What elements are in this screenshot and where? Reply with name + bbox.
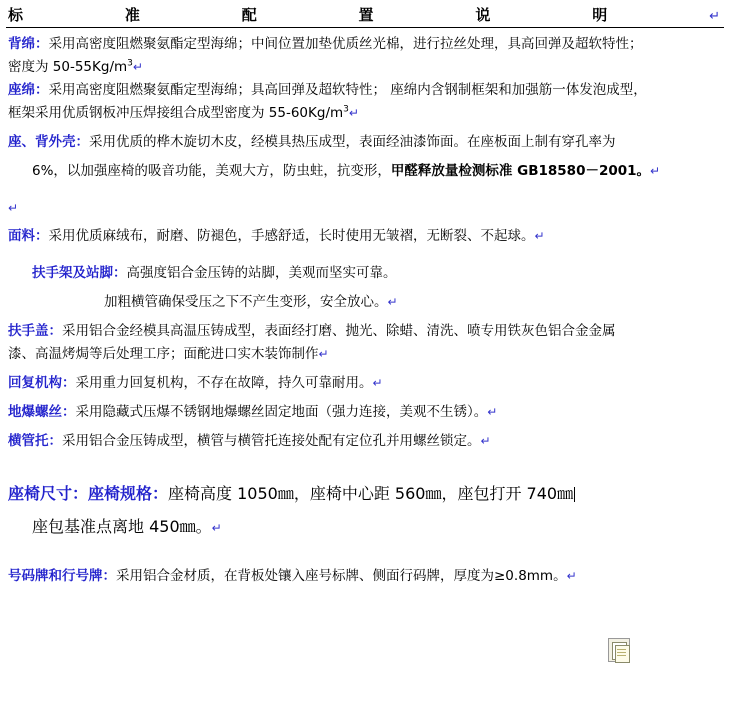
section-label: 扶手架及站脚： <box>32 265 127 282</box>
size-spec-label: 座椅规格： <box>88 483 169 503</box>
paragraph-mark: ↵ <box>534 229 545 244</box>
superscript: 3 <box>343 104 349 115</box>
paragraph-mark: ↵ <box>372 376 383 391</box>
section-zuomian <box>8 80 722 101</box>
title-word-5: 明 <box>592 6 609 24</box>
section-text-line-1: 高强度铝合金压铸的站脚，美观而坚实可靠。 <box>126 265 397 282</box>
paragraph-mark: ↵ <box>387 295 398 310</box>
section-text: 采用优质麻绒布，耐磨、防褪色，手感舒适，长时使用无皱褶，无断裂、不起球。 <box>48 228 535 245</box>
paragraph-mark: ↵ <box>650 163 661 178</box>
section-text: 采用隐藏式压爆不锈钢地爆螺丝固定地面（强力连接，美观不生锈）。 <box>75 403 488 420</box>
section-text-line-1: 采用铝合金经模具高温压铸成型，表面经打磨、抛光、除蜡、清洗、喷专用铁灰色铝合金金属 <box>62 323 616 340</box>
section-label: 号码牌和行号牌： <box>8 568 116 585</box>
section-label: 座绵： <box>8 81 49 98</box>
section-text-line-1: 采用优质的桦木旋切木皮，经模具热压成型，表面经油漆饰面。在座板面上制有穿孔率为 <box>89 133 616 150</box>
paragraph-mark: ↵ <box>8 200 19 215</box>
empty-paragraph-mark-1 <box>8 198 722 219</box>
title-word-1: 准 <box>124 6 141 24</box>
section-fushougai-line2 <box>8 344 722 365</box>
title-word-3: 置 <box>358 6 375 24</box>
section-size-line2 <box>8 513 722 540</box>
section-text-line-2: 6%，以加强座椅的吸音功能，美观大方，防虫蛀，抗变形， <box>32 162 391 179</box>
paste-line-3 <box>617 655 626 656</box>
title-word-0: 标 <box>8 6 25 24</box>
section-fushougai <box>8 321 722 342</box>
section-text-line-2: 框架采用优质钢板冲压焊接组合成型密度为 55-60Kg/m <box>8 104 344 121</box>
section-huifujigou <box>8 373 722 394</box>
paste-line-2 <box>617 652 626 653</box>
section-zuobeiwaike <box>8 132 722 153</box>
section-label: 座、背外壳： <box>8 133 89 150</box>
section-text: 采用铝合金材质，在背板处镶入座号标牌、侧面行码牌，厚度为≥0.8mm。 <box>116 568 567 585</box>
section-fushoujia-line2 <box>8 292 722 313</box>
paragraph-mark: ↵ <box>487 404 498 419</box>
document-title-row <box>0 4 730 25</box>
section-label: 扶手盖： <box>8 323 62 340</box>
size-label: 座椅尺寸： <box>8 483 89 503</box>
section-label: 背绵： <box>8 36 49 52</box>
section-label: 面料： <box>8 228 49 245</box>
paragraph-mark: ↵ <box>211 521 222 536</box>
paragraph-mark: ↵ <box>348 105 359 120</box>
section-zuomian-line2 <box>8 103 722 124</box>
paragraph-mark: ↵ <box>566 569 577 584</box>
superscript: 3 <box>127 58 133 69</box>
paste-options-icon[interactable] <box>608 638 630 662</box>
paste-sheet-front <box>615 645 630 663</box>
paragraph-mark: ↵ <box>709 9 720 24</box>
size-line-2: 座包基准点离地 450㎜。 <box>32 517 212 537</box>
section-label: 回复机构： <box>8 375 76 392</box>
section-zuobeiwaike-line2 <box>8 161 722 182</box>
section-label: 地爆螺丝： <box>8 403 76 420</box>
section-henggantuo <box>8 431 722 452</box>
document-body <box>0 28 730 588</box>
section-text-line-1: 采用高密度阻燃聚氨酯定型海绵；中间位置加垫优质丝光棉，进行拉丝处理，具高回弹及超软特性； <box>48 36 643 52</box>
paragraph-mark: ↵ <box>480 433 491 448</box>
text-cursor <box>574 487 575 502</box>
paragraph-mark: ↵ <box>318 347 329 362</box>
section-text-line-2: 密度为 50-55Kg/m <box>8 58 128 75</box>
section-label: 横管托： <box>8 432 62 449</box>
standard-reference: 甲醛释放量检测标准 GB18580－2001。 <box>390 162 651 179</box>
title-word-4: 说 <box>475 6 492 24</box>
section-mianliao <box>8 226 722 247</box>
section-beimian-line2 <box>8 57 722 78</box>
section-size <box>8 480 722 507</box>
section-text-line-1: 采用高密度阻燃聚氨酯定型海绵；具高回弹及超软特性； 座绵内含钢制框架和加强筋一体发泡成型， <box>48 81 647 98</box>
section-beimian <box>8 34 722 55</box>
title-word-2: 配 <box>241 6 258 24</box>
section-text: 采用铝合金压铸成型，横管与横管托连接处配有定位孔并用螺丝锁定。 <box>62 432 481 449</box>
section-numberplate <box>8 566 722 588</box>
size-line-1: 座椅高度 1050㎜，座椅中心距 560㎜，座包打开 740㎜ <box>168 483 574 503</box>
section-text-line-2: 加粗横管确保受压之下不产生变形，安全放心。 <box>104 294 388 311</box>
section-dibaoluosi <box>8 402 722 423</box>
document-page <box>0 4 730 714</box>
section-text-line-2: 漆、高温烤焗等后处理工序；面酡进口实木装饰制作 <box>8 346 319 363</box>
section-fushoujia <box>8 263 722 284</box>
paste-line-1 <box>617 649 626 650</box>
section-text: 采用重力回复机构，不存在故障，持久可靠耐用。 <box>75 375 373 392</box>
paragraph-mark: ↵ <box>132 59 143 74</box>
